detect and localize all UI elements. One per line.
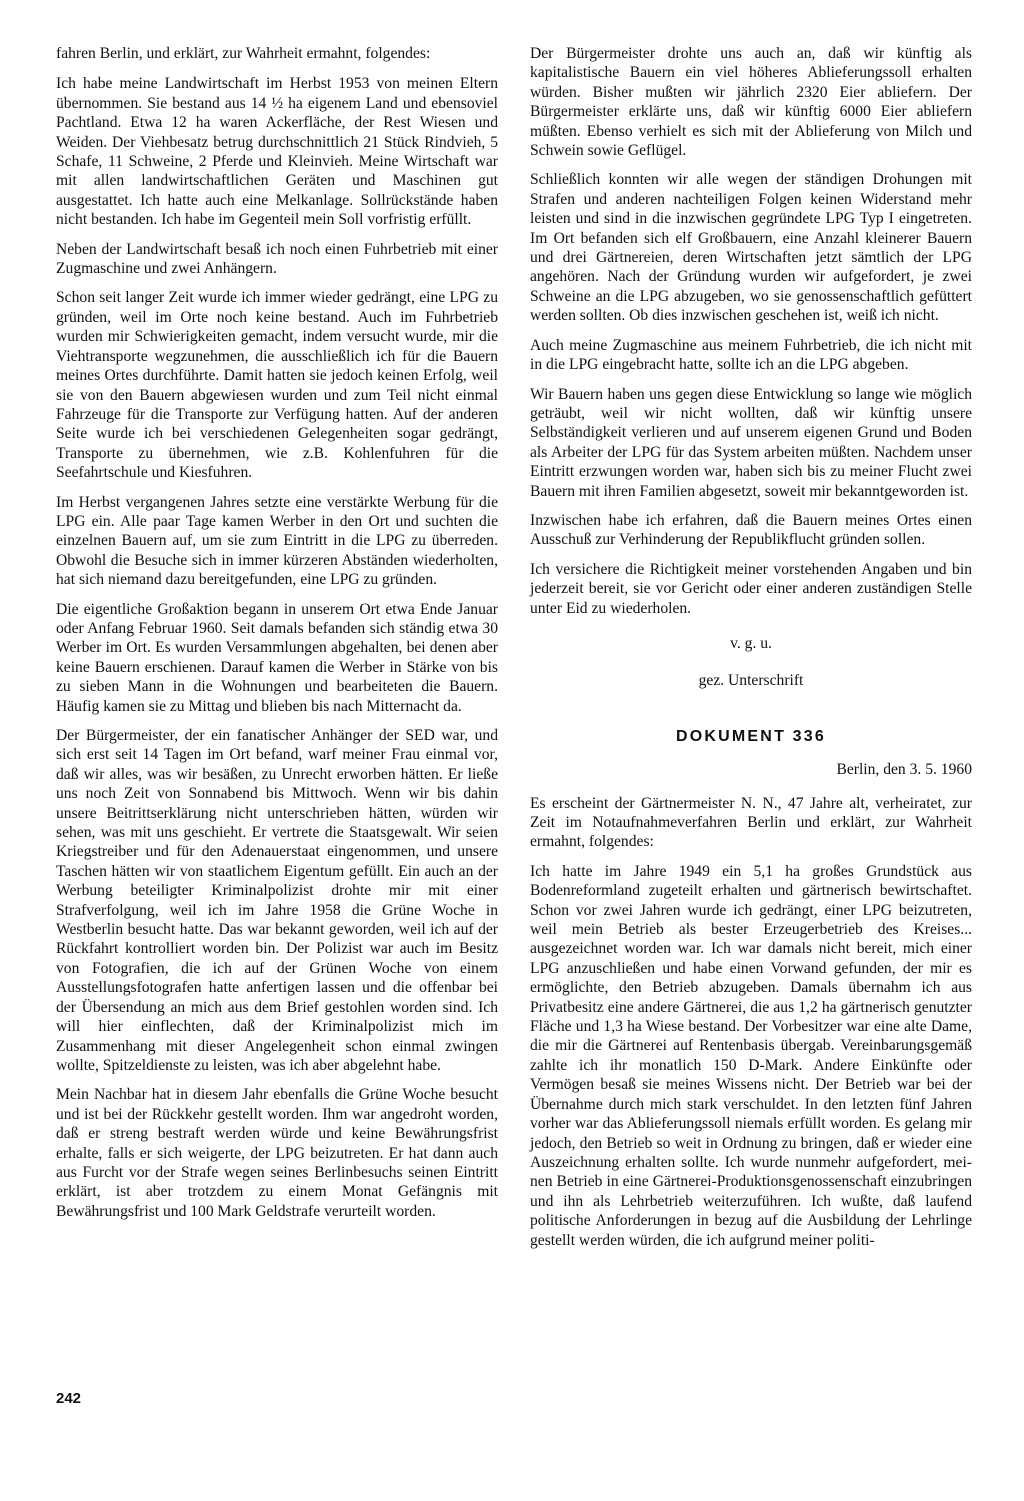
right-column	[530, 44, 972, 1260]
document-heading: DOKUMENT 336	[676, 727, 826, 745]
paragraph: Es erscheint der Gärtnermeister N. N., 47 Jahre alt, verheiratet, zur Zeit im Notaufnahmeverfahren Berlin und erklärt, zur Wahrheit ermahnt, folgendes:	[530, 794, 972, 851]
paragraph: Schon seit langer Zeit wurde ich immer wieder gedrängt, eine LPG zu gründen, weil im Orte noch keine bestand. Auch im Fuhrbetrieb wurden mir Schwierigkeiten gemacht, indem versucht wurde, mir die Viehtransporte wegzunehmen, die ausschließlich ich für die Bauern meines Ortes durchführte. Damit hatten sie jedoch keinen Erfolg, weil sie von den Bauern abgewiesen wurden und zum Teil nicht einmal Fahrzeuge für die Transporte zur Verfügung hatten. Auf der anderen Seite wurde ich bei verschiedenen Gelegenheiten sogar gedrängt, Transporte zu übernehmen, wie z.B. Kohlenfuhren für die Seefahrtschule und Kiesfuhren.	[56, 289, 498, 482]
paragraph: Wir Bauern haben uns gegen diese Entwicklung so lange wie möglich geträubt, weil wir nicht wollten, daß wir künftig unsere Selbständigkeit verlieren und auf unserem eigenen Grund und Boden als Arbeiter der LPG für das System arbeiten müßten. Nachdem unser Eintritt erzwungen worden war, haben sich bis zu meiner Flucht zwei Bauern mit ihren Familien abgesetzt, soweit mir bekanntgeworden ist.	[530, 385, 972, 500]
closing-signature: gez. Unterschrift	[698, 672, 804, 690]
paragraph: Ich habe meine Landwirtschaft im Herbst 1953 von meinen Eltern übernommen. Sie bestand aus 14 ½ ha eigenem Land und ebensoviel Pachtland. Etwa 12 ha waren Ackerfläche, der Rest Wiesen und Weiden. Der Viehbesatz betrug durchschnittlich 21 Stück Rindvieh, 5 Schafe, 11 Schweine, 2 Pferde und Kleinvieh. Meine Wirtschaft war mit allen landwirtschaftlichen Geräten und Maschinen gut ausgestattet. Ich hatte auch eine Melkanlage. Sollrückstände haben nicht bestanden. Ich habe im Gegenteil mein Soll vorfristig erfüllt.	[56, 75, 498, 229]
left-column	[56, 44, 498, 1231]
paragraph: Mein Nachbar hat in diesem Jahr ebenfalls die Grüne Woche besucht und ist bei der Rückkehr gestellt worden. Ihm war angedroht worden, daß er streng bestraft werden würde und keine Bewährungsfrist erhalte, falls er sich weigerte, der LPG beizutreten. Er hat dann auch aus Furcht vor der Strafe wegen seines Berlinbesuchs seinen Eintritt erklärt, ist aber trotzdem zu einem Monat Gefängnis mit Bewährungsfrist und 100 Mark Geldstrafe verurteilt worden.	[56, 1086, 498, 1220]
dateline: Berlin, den 3. 5. 1960	[836, 761, 972, 779]
page-number: 242	[56, 1390, 82, 1407]
paragraph: Schließlich konnten wir alle wegen der ständigen Drohungen mit Strafen und anderen nachteiligen Folgen keinen Widerstand mehr leisten und sind in die inzwischen gegründete LPG Typ I eingetreten. Im Ort befanden sich elf Großbauern, eine Anzahl kleinerer Bauern und drei Gärtnereien, deren Wirtschaften jetzt sämtlich der LPG angehören. Nach der Gründung wurden wir aufgefordert, je zwei Schweine an die LPG abzugeben, wo sie genossenschaftlich gefüttert werden sollten. Ob dies inzwischen geschehen ist, weiß ich nicht.	[530, 171, 972, 325]
paragraph: Neben der Landwirtschaft besaß ich noch einen Fuhrbetrieb mit einer Zugmaschine und zwei Anhängern.	[56, 240, 498, 278]
paragraph: Der Bürgermeister drohte uns auch an, daß wir künftig als kapitalistische Bauern ein viel höheres Ablieferungssoll erhalten würden. Bisher mußten wir jährlich 2320 Eier abliefern. Der Bürgermeister erklärte uns, daß wir künftig 6000 Eier abliefern müßten. Ebenso verhielt es sich mit der Ablieferung von Milch und Schwein sowie Geflügel.	[530, 45, 972, 160]
paragraph: fahren Berlin, und erklärt, zur Wahrheit ermahnt, folgendes:	[56, 45, 431, 62]
paragraph: Im Herbst vergangenen Jahres setzte eine verstärkte Werbung für die LPG ein. Alle paar Tage kamen Werber in den Ort und suchten die einzelnen Bauern auf, um sie zum Eintritt in die LPG zu überreden. Obwohl die Besuche sich in immer kürzeren Abständen wiederholten, hat sich niemand dazu bereitgefunden, eine LPG zu gründen.	[56, 493, 498, 589]
closing-vgu: v. g. u.	[730, 634, 772, 652]
paragraph: Der Bürgermeister, der ein fanatischer Anhänger der SED war, und sich erst seit 14 Tagen im Ort befand, warf meiner Frau einmal vor, daß wir alles, was wir besäßen, zu Unrecht erworben hätten. Er ließe uns noch Zeit von Sonnabend bis Mittwoch. Wenn wir bis dahin unsere Beitrittserklärung nicht unterschrieben hätten, würden wir sehen, was mit uns geschieht. Er vertrete die Staatsgewalt. Wir seien Kriegstreiber und für den Adenauerstaat eingenommen, und unsere Taschen hätten wir von staatlichem Eigentum gefüllt. Ein auch an der Werbung beteiligter Kriminalpolizist drohte mir mit einer Strafverfolgung, weil ich im Jahre 1958 die Grüne Woche in Westberlin besucht hatte. Das war bekannt geworden, weil ich auf der Rückfahrt kontrolliert worden bin. Der Polizist war auch im Besitz von Fotografien, die ich auf der Grünen Woche von einem Ausstellungsfotografen hatte anfertigen lassen und die offenbar bei der Übersendung an mich aus dem Brief gestohlen worden sind. Ich will hier einflechten, daß der Kriminalpolizist mich im Zusammenhang mit dieser Angelegenheit schon einmal zwingen wollte, Spitzeldienste zu leisten, was ich aber abgelehnt habe.	[56, 727, 498, 1074]
paragraph: Ich hatte im Jahre 1949 ein 5,1 ha großes Grundstück aus Bodenreformland zugeteilt erhalten und gärtnerisch bewirtschaftet. Schon vor zwei Jahren wurde ich gedrängt, einer LPG beizutreten, weil mein Betrieb als bester Erzeugerbetrieb des Kreises... ausgezeichnet worden war. Ich war damals nicht bereit, mich einer LPG anzuschließen und habe einen Vorwand gefunden, der mir es ermöglichte, den Betrieb abzugeben. Damals übernahm ich aus Privatbesitz eine andere Gärtnerei, die aus 1,2 ha gärtnerisch genutzter Fläche und 1,3 ha Wiese bestand. Der Vorbesitzer war eine alte Dame, die mir die Gärtnerei auf Rentenbasis übergab. Vereinbarungsgemäß zahlte ich ihr monatlich 150 D-Mark. Andere Einkünfte oder Vermögen besaß sie meines Wissens nicht. Der Betrieb war bei der Übernahme durch mich stark verschuldet. In den letzten fünf Jahren vorher war das Ablieferungssoll niemals erfüllt worden. Es gelang mir jedoch, den Betrieb so weit in Ordnung zu bringen, daß er wieder eine Auszeichnung erhalten sollte. Ich wurde nunmehr aufgefordert, meinen Betrieb in eine Gärtnerei-Produktionsgenossenschaft einzubringen und ihn als Lehrbetrieb weiterzuführen. Ich wußte, daß laufend politische Anforderungen in bezug auf die Ausbildung der Lehrlinge gestellt werden würden, die ich aufgrund meiner politi-	[530, 862, 972, 1249]
paragraph: Auch meine Zugmaschine aus meinem Fuhrbetrieb, die ich nicht mit in die LPG eingebracht hatte, sollte ich an die LPG abgeben.	[530, 336, 972, 374]
paragraph: Ich versichere die Richtigkeit meiner vorstehenden Angaben und bin jederzeit bereit, sie vor Gericht oder einer anderen zuständigen Stelle unter Eid zu wiederholen.	[530, 560, 972, 617]
paragraph: Die eigentliche Großaktion begann in unserem Ort etwa Ende Januar oder Anfang Februar 1960. Seit damals befanden sich ständig etwa 30 Werber im Ort. Es wurden Versammlungen abgehalten, bei denen aber keine Bauern erschienen. Darauf kamen die Werber in Stärke von bis zu sieben Mann in die Wohnungen und bearbeiteten die Bauern. Häufig kamen sie zu Mittag und blieben bis nach Mitternacht da.	[56, 600, 498, 715]
paragraph: Inzwischen habe ich erfahren, daß die Bauern meines Ortes einen Ausschuß zur Verhinderung der Republikflucht gründen sollen.	[530, 511, 972, 549]
